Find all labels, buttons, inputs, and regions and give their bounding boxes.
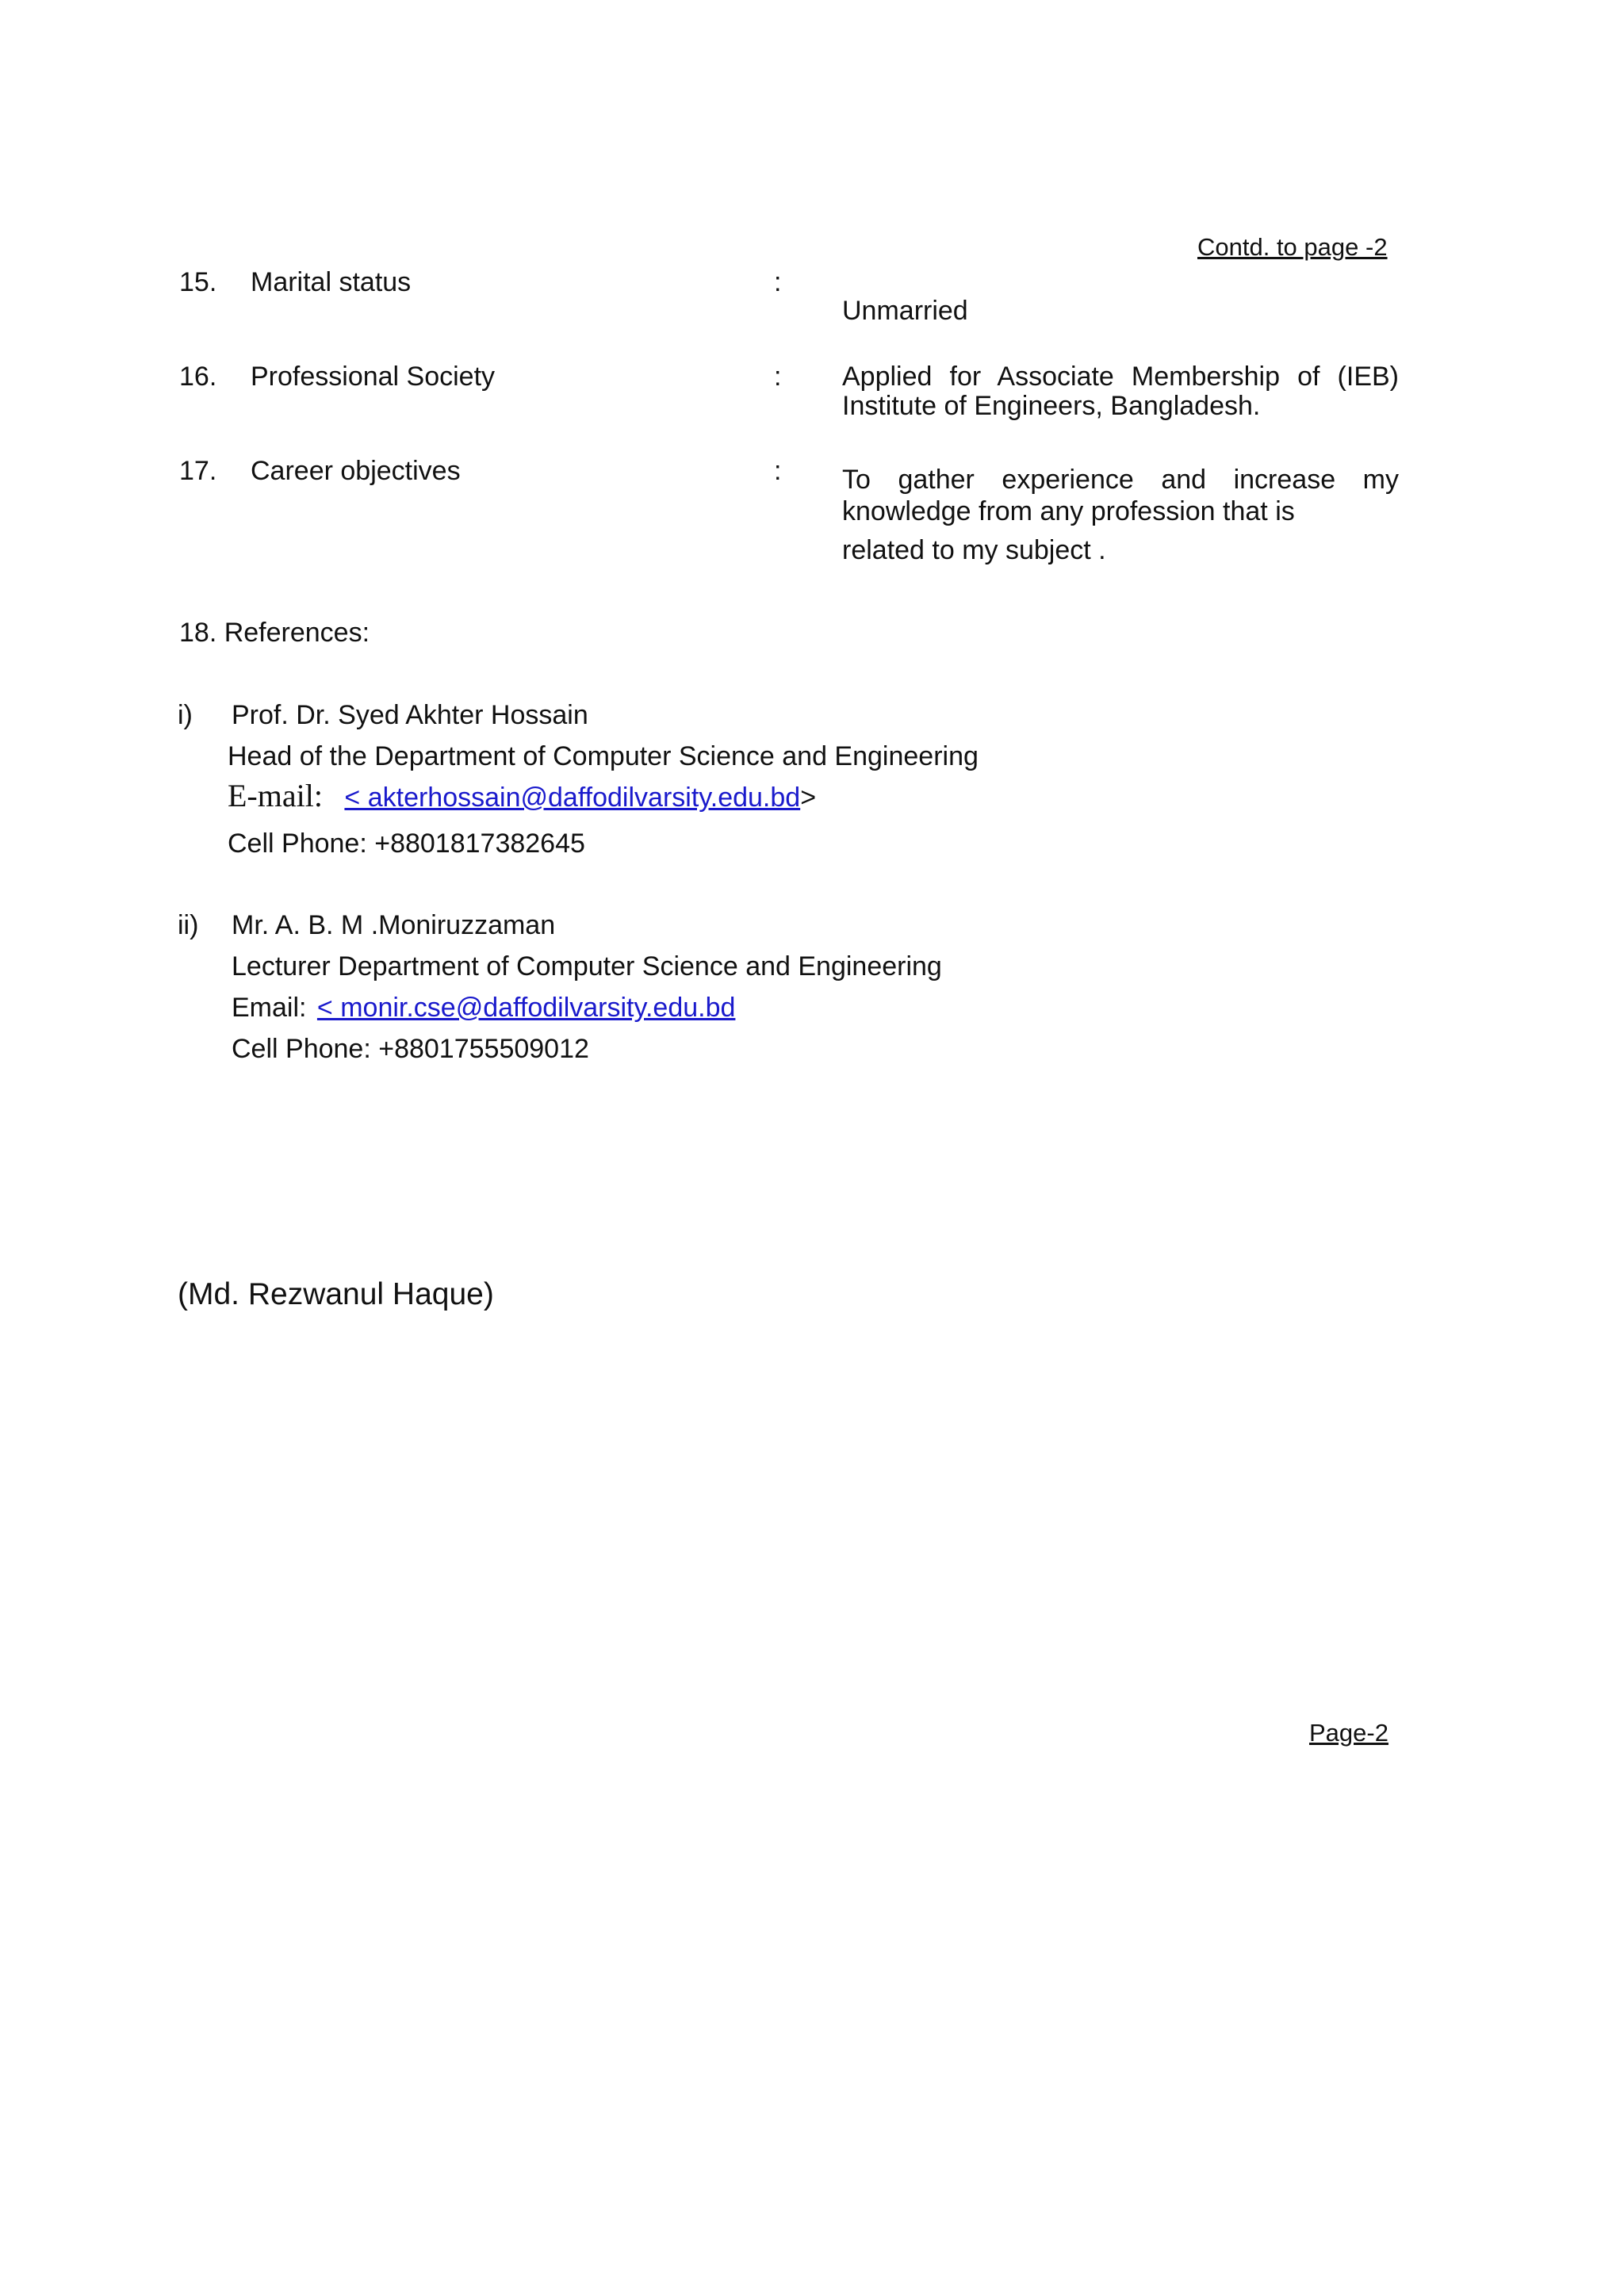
reference-1-email-suffix: > bbox=[800, 783, 817, 813]
item-17-number: 17. bbox=[179, 456, 217, 486]
reference-1-email-row bbox=[228, 780, 816, 813]
item-17-colon: : bbox=[774, 456, 782, 486]
references-heading: 18. References: bbox=[179, 618, 370, 648]
reference-2-email-link[interactable]: < monir.cse@daffodilvarsity.edu.bd bbox=[316, 993, 736, 1023]
reference-2-email-label: Email: bbox=[232, 993, 307, 1023]
reference-1-email-link[interactable]: < akterhossain@daffodilvarsity.edu.bd bbox=[344, 783, 801, 813]
page-number: Page-2 bbox=[1309, 1719, 1388, 1747]
item-15-colon: : bbox=[774, 267, 782, 297]
reference-1-marker: i) bbox=[178, 700, 193, 730]
item-16-colon: : bbox=[774, 362, 782, 392]
item-15-value: Unmarried bbox=[842, 296, 968, 326]
reference-1-email-label: E-mail: bbox=[228, 778, 323, 813]
reference-2-phone: Cell Phone: +8801755509012 bbox=[232, 1034, 589, 1064]
item-15-label: Marital status bbox=[251, 267, 412, 297]
reference-1-phone: Cell Phone: +8801817382645 bbox=[228, 828, 585, 859]
item-17-label: Career objectives bbox=[251, 456, 461, 486]
item-16-label: Professional Society bbox=[251, 362, 496, 392]
item-16-value-line-2: Institute of Engineers, Bangladesh. bbox=[842, 391, 1261, 421]
reference-2-name: Mr. A. B. M .Moniruzzaman bbox=[232, 910, 556, 940]
reference-2-email-row bbox=[232, 992, 735, 1024]
reference-2-designation: Lecturer Department of Computer Science and Engineering bbox=[232, 951, 942, 982]
item-17-value-line-3: related to my subject . bbox=[842, 535, 1106, 565]
reference-1-name: Prof. Dr. Syed Akhter Hossain bbox=[232, 700, 588, 730]
signature-name: (Md. Rezwanul Haque) bbox=[178, 1277, 494, 1311]
reference-2-marker: ii) bbox=[178, 910, 199, 940]
reference-1-designation: Head of the Department of Computer Science and Engineering bbox=[228, 741, 979, 771]
contd-label: Contd. to page -2 bbox=[1197, 233, 1388, 261]
item-17-value-line-2: knowledge from any profession that is bbox=[842, 496, 1295, 526]
item-17-value-line-1: To gather experience and increase my bbox=[842, 465, 1399, 495]
item-16-value-line-1: Applied for Associate Membership of (IEB) bbox=[842, 362, 1399, 392]
item-16-number: 16. bbox=[179, 362, 217, 392]
item-15-number: 15. bbox=[179, 267, 217, 297]
